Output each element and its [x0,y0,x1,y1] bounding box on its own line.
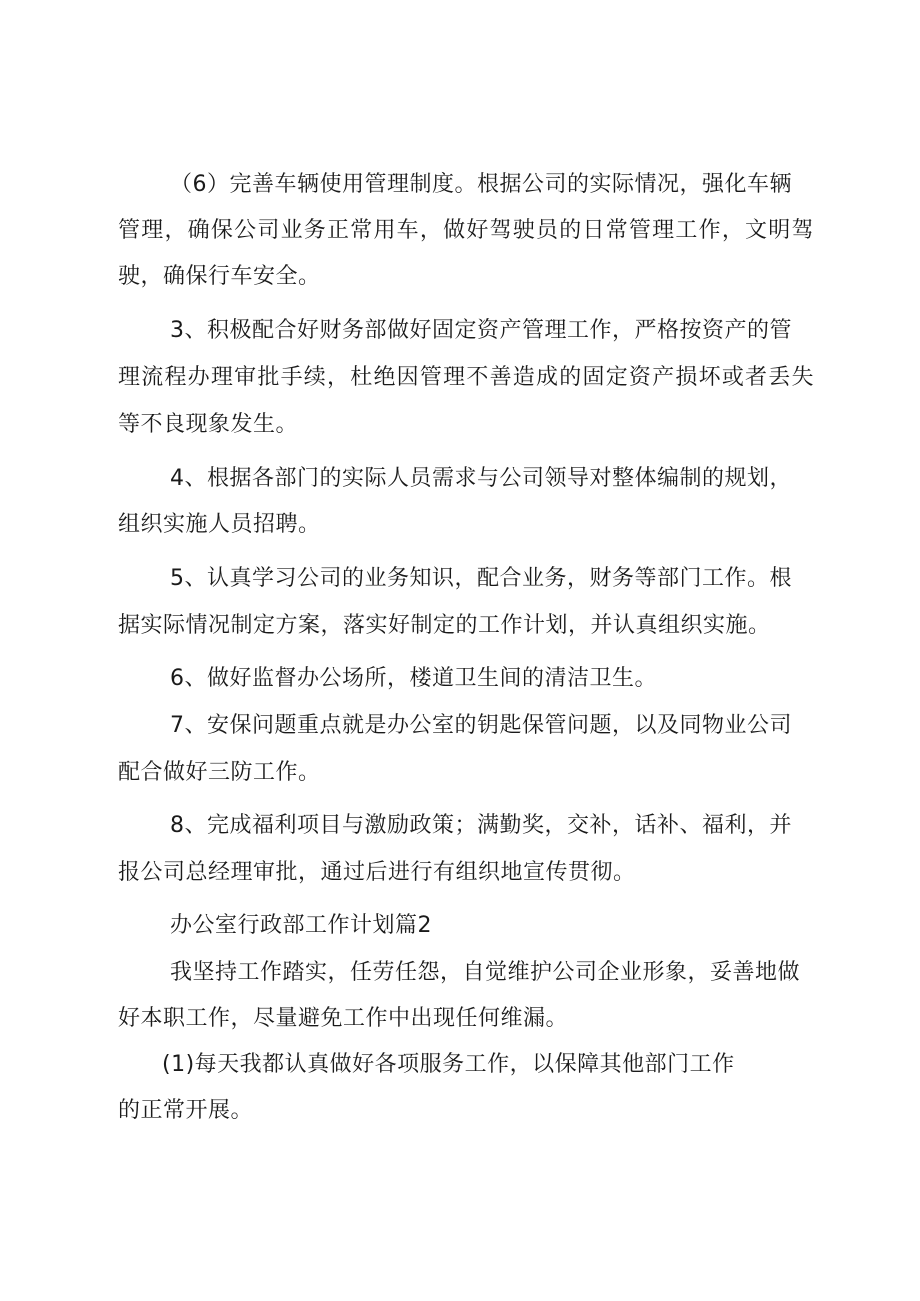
text-line: 5、认真学习公司的业务知识，配合业务，财务等部门工作。根 [170,566,792,591]
text-line: 配合做好三防工作。 [118,760,321,785]
text-line: 3、积极配合好财务部做好固定资产管理工作，严格按资产的管 [170,318,792,343]
text-line: 6、做好监督办公场所，楼道卫生间的清洁卫生。 [170,666,657,691]
text-line: 我坚持工作踏实，任劳任怨，自觉维护公司企业形象，妥善地做 [170,960,801,985]
text-line: 理流程办理审批手续，杜绝因管理不善造成的固定资产损坏或者丢失 [118,365,814,390]
text-line: 组织实施人员招聘。 [118,512,321,537]
text-line: 的正常开展。 [118,1098,254,1123]
text-line: 驶，确保行车安全。 [118,264,321,289]
text-line: 据实际情况制定方案，落实好制定的工作计划，并认真组织实施。 [118,613,771,638]
section-heading: 办公室行政部工作计划篇2 [170,913,432,938]
text-line: （6）完善车辆使用管理制度。根据公司的实际情况，强化车辆 [170,172,792,197]
text-line: 等不良现象发生。 [118,412,299,437]
text-line: 8、完成福利项目与激励政策；满勤奖，交补，话补、福利，并 [170,813,792,838]
text-line: (1)每天我都认真做好各项服务工作，以保障其他部门工作 [162,1052,735,1077]
text-line: 4、根据各部门的实际人员需求与公司领导对整体编制的规划， [170,466,792,491]
text-line: 报公司总经理审批，通过后进行有组织地宣传贯彻。 [118,860,636,885]
text-line: 好本职工作，尽量避免工作中出现任何维漏。 [118,1006,569,1031]
text-line: 7、安保问题重点就是办公室的钥匙保管问题，以及同物业公司 [170,713,792,738]
text-line: 管理，确保公司业务正常用车，做好驾驶员的日常管理工作，文明驾 [118,218,814,243]
